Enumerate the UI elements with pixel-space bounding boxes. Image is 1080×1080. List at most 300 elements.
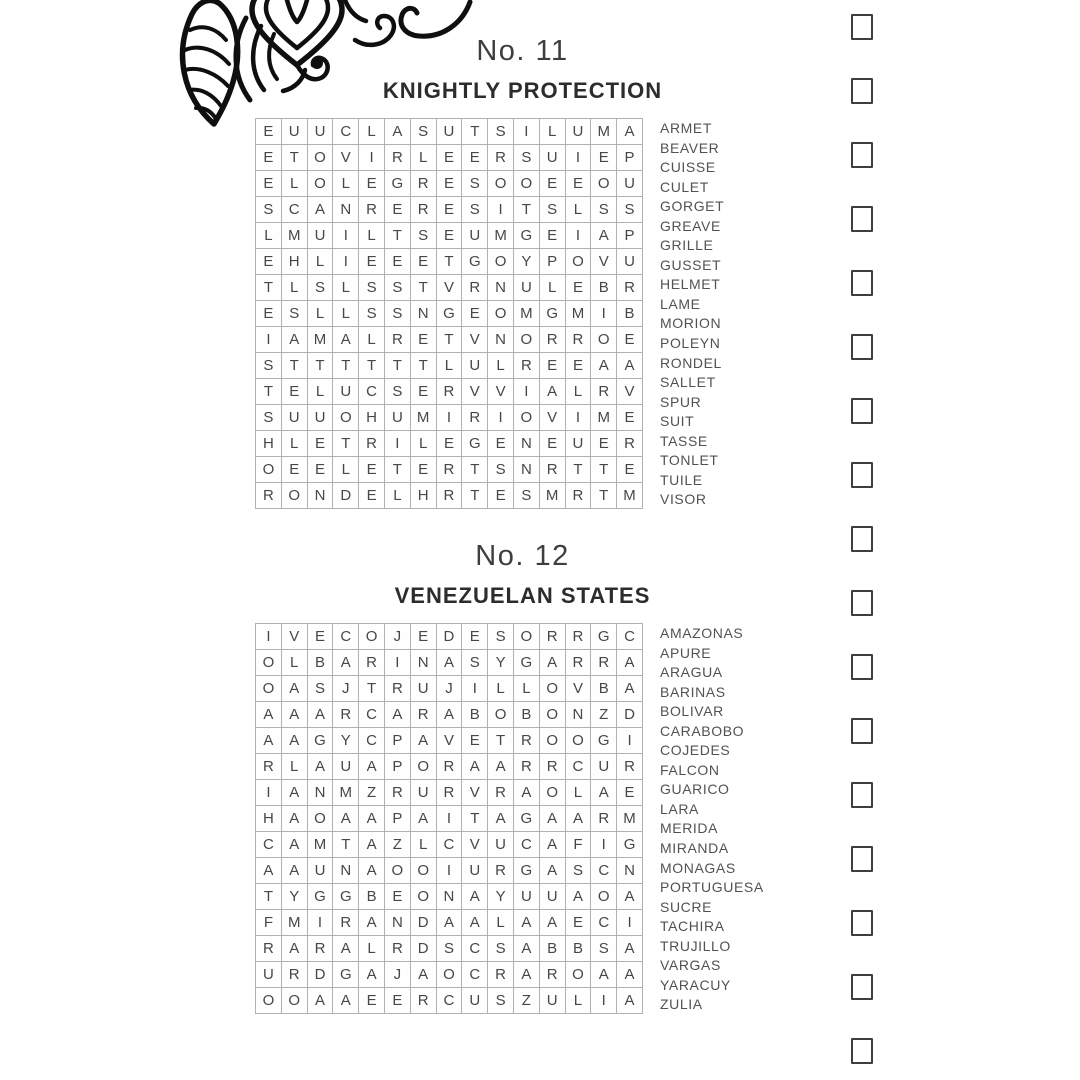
grid-cell-letter: T — [281, 145, 307, 171]
grid-cell-letter: O — [256, 650, 282, 676]
grid-cell-letter: S — [384, 275, 410, 301]
grid-cell-letter: E — [384, 197, 410, 223]
grid-cell-letter: M — [488, 223, 514, 249]
grid-cell-letter: A — [488, 806, 514, 832]
grid-cell-letter: G — [513, 806, 539, 832]
grid-cell-letter: A — [539, 379, 565, 405]
grid-cell-letter: N — [513, 431, 539, 457]
grid-cell-letter: A — [359, 832, 385, 858]
grid-cell-letter: A — [591, 353, 617, 379]
grid-cell-letter: G — [333, 962, 359, 988]
grid-cell-letter: L — [488, 910, 514, 936]
grid-cell-letter: N — [410, 301, 436, 327]
grid-cell-letter: G — [513, 858, 539, 884]
grid-cell-letter: G — [307, 884, 333, 910]
grid-cell-letter: I — [591, 832, 617, 858]
grid-cell-letter: I — [488, 405, 514, 431]
grid-cell-letter: E — [281, 379, 307, 405]
grid-cell-letter: V — [488, 379, 514, 405]
grid-cell-letter: C — [281, 197, 307, 223]
grid-cell-letter: I — [565, 223, 591, 249]
grid-cell-letter: A — [539, 806, 565, 832]
grid-cell-letter: M — [591, 119, 617, 145]
grid-cell-letter: A — [359, 962, 385, 988]
margin-checkbox-column — [851, 14, 873, 1064]
grid-cell-letter: L — [359, 327, 385, 353]
grid-cell-letter: S — [462, 650, 488, 676]
grid-cell-letter: M — [513, 301, 539, 327]
grid-cell-letter: O — [488, 301, 514, 327]
grid-cell-letter: A — [359, 806, 385, 832]
grid-cell-letter: L — [410, 832, 436, 858]
grid-cell-letter: R — [591, 650, 617, 676]
word-list-item: MERIDA — [660, 820, 719, 837]
word-list-item: LAME — [660, 295, 701, 312]
margin-checkbox — [851, 14, 873, 40]
grid-cell-letter: A — [436, 910, 462, 936]
grid-cell-letter: P — [617, 145, 643, 171]
grid-cell-letter: E — [307, 457, 333, 483]
puzzle-number: No. 12 — [475, 540, 570, 572]
grid-cell-letter: R — [256, 936, 282, 962]
word-list-item: ARMET — [660, 120, 712, 136]
grid-cell-letter: A — [307, 702, 333, 728]
grid-cell-letter: T — [462, 806, 488, 832]
grid-cell-letter: R — [436, 379, 462, 405]
grid-cell-letter: L — [539, 119, 565, 145]
grid-cell-letter: A — [281, 327, 307, 353]
grid-cell-letter: U — [513, 275, 539, 301]
grid-cell-letter: O — [307, 806, 333, 832]
grid-cell-letter: E — [565, 353, 591, 379]
grid-cell-letter: U — [333, 754, 359, 780]
grid-cell-letter: R — [256, 754, 282, 780]
grid-cell-letter: L — [333, 301, 359, 327]
grid-cell-letter: U — [307, 858, 333, 884]
grid-cell-letter: A — [333, 936, 359, 962]
grid-cell-letter: U — [410, 676, 436, 702]
grid-row — [256, 483, 643, 509]
grid-cell-letter: O — [333, 405, 359, 431]
grid-cell-letter: T — [281, 353, 307, 379]
grid-cell-letter: G — [307, 728, 333, 754]
grid-cell-letter: T — [384, 457, 410, 483]
grid-cell-letter: I — [617, 728, 643, 754]
word-list-item: AMAZONAS — [660, 625, 744, 641]
grid-cell-letter: U — [462, 223, 488, 249]
grid-cell-letter: N — [617, 858, 643, 884]
grid-cell-letter: E — [565, 910, 591, 936]
grid-cell-letter: I — [256, 780, 282, 806]
grid-cell-letter: Y — [513, 249, 539, 275]
grid-cell-letter: R — [359, 650, 385, 676]
grid-cell-letter: V — [281, 624, 307, 650]
grid-cell-letter: U — [488, 832, 514, 858]
grid-row — [256, 858, 643, 884]
grid-row — [256, 962, 643, 988]
grid-cell-letter: V — [462, 379, 488, 405]
grid-cell-letter: S — [256, 405, 282, 431]
grid-cell-letter: U — [462, 858, 488, 884]
grid-cell-letter: T — [333, 431, 359, 457]
margin-checkbox — [851, 910, 873, 936]
word-list-item: BOLIVAR — [660, 703, 724, 720]
grid-cell-letter: A — [281, 702, 307, 728]
grid-cell-letter: A — [617, 650, 643, 676]
grid-cell-letter: I — [256, 624, 282, 650]
grid-cell-letter: A — [539, 910, 565, 936]
grid-cell-letter: I — [617, 910, 643, 936]
word-list-item: TONLET — [660, 452, 719, 469]
grid-cell-letter: S — [591, 197, 617, 223]
grid-cell-letter: A — [565, 884, 591, 910]
grid-cell-letter: A — [513, 936, 539, 962]
grid-cell-letter: I — [436, 806, 462, 832]
grid-cell-letter: S — [488, 457, 514, 483]
grid-cell-letter: U — [617, 249, 643, 275]
grid-cell-letter: C — [591, 910, 617, 936]
grid-cell-letter: R — [617, 754, 643, 780]
grid-cell-letter: L — [384, 483, 410, 509]
grid-cell-letter: B — [617, 301, 643, 327]
grid-cell-letter: E — [565, 171, 591, 197]
grid-cell-letter: U — [591, 754, 617, 780]
grid-cell-letter: R — [617, 275, 643, 301]
grid-cell-letter: I — [513, 119, 539, 145]
grid-cell-letter: O — [539, 702, 565, 728]
grid-cell-letter: E — [307, 431, 333, 457]
grid-cell-letter: L — [565, 379, 591, 405]
grid-cell-letter: S — [565, 858, 591, 884]
word-list-item: SPUR — [660, 393, 702, 410]
grid-cell-letter: U — [384, 405, 410, 431]
word-search-grid — [255, 623, 643, 1014]
grid-cell-letter: R — [256, 483, 282, 509]
grid-cell-letter: U — [307, 223, 333, 249]
grid-cell-letter: U — [462, 988, 488, 1014]
grid-row — [256, 301, 643, 327]
grid-cell-letter: E — [384, 988, 410, 1014]
grid-cell-letter: Z — [591, 702, 617, 728]
grid-cell-letter: R — [565, 624, 591, 650]
grid-cell-letter: L — [281, 754, 307, 780]
grid-cell-letter: L — [488, 676, 514, 702]
grid-cell-letter: O — [513, 624, 539, 650]
grid-cell-letter: S — [591, 936, 617, 962]
grid-cell-letter: G — [462, 249, 488, 275]
grid-cell-letter: Y — [333, 728, 359, 754]
grid-cell-letter: M — [591, 405, 617, 431]
grid-row — [256, 457, 643, 483]
grid-cell-letter: R — [384, 327, 410, 353]
grid-cell-letter: H — [256, 431, 282, 457]
word-list-item: GUSSET — [660, 256, 722, 273]
grid-cell-letter: U — [281, 119, 307, 145]
grid-cell-letter: R — [488, 780, 514, 806]
grid-cell-letter: O — [256, 676, 282, 702]
grid-cell-letter: A — [359, 754, 385, 780]
word-list-item: VISOR — [660, 491, 707, 508]
grid-cell-letter: E — [384, 249, 410, 275]
grid-cell-letter: E — [256, 249, 282, 275]
grid-row — [256, 431, 643, 457]
grid-cell-letter: L — [307, 249, 333, 275]
grid-cell-letter: Z — [384, 832, 410, 858]
grid-cell-letter: T — [462, 483, 488, 509]
grid-cell-letter: H — [359, 405, 385, 431]
grid-cell-letter: A — [617, 936, 643, 962]
grid-cell-letter: I — [359, 145, 385, 171]
grid-cell-letter: R — [333, 910, 359, 936]
grid-cell-letter: C — [333, 624, 359, 650]
word-list-item: CULET — [660, 178, 709, 195]
grid-row — [256, 405, 643, 431]
grid-cell-letter: E — [617, 405, 643, 431]
grid-cell-letter: E — [436, 171, 462, 197]
grid-cell-letter: V — [436, 728, 462, 754]
grid-cell-letter: S — [513, 145, 539, 171]
margin-checkbox — [851, 398, 873, 424]
grid-cell-letter: E — [539, 171, 565, 197]
grid-cell-letter: V — [462, 832, 488, 858]
grid-cell-letter: V — [462, 780, 488, 806]
grid-cell-letter: V — [617, 379, 643, 405]
grid-cell-letter: A — [410, 962, 436, 988]
grid-row — [256, 780, 643, 806]
grid-cell-letter: N — [307, 780, 333, 806]
grid-cell-letter: A — [591, 223, 617, 249]
grid-cell-letter: R — [410, 988, 436, 1014]
grid-cell-letter: R — [539, 754, 565, 780]
grid-cell-letter: S — [462, 171, 488, 197]
grid-cell-letter: L — [565, 780, 591, 806]
margin-checkbox — [851, 270, 873, 296]
grid-cell-letter: S — [617, 197, 643, 223]
grid-cell-letter: U — [513, 884, 539, 910]
grid-cell-letter: C — [256, 832, 282, 858]
grid-cell-letter: E — [617, 780, 643, 806]
word-list-item: TACHIRA — [660, 918, 725, 935]
grid-cell-letter: L — [359, 223, 385, 249]
grid-cell-letter: P — [539, 249, 565, 275]
grid-cell-letter: E — [256, 119, 282, 145]
word-list-item: COJEDES — [660, 742, 731, 759]
grid-cell-letter: A — [617, 988, 643, 1014]
grid-cell-letter: P — [384, 806, 410, 832]
grid-cell-letter: L — [256, 223, 282, 249]
grid-cell-letter: I — [436, 405, 462, 431]
puzzle-number: No. 11 — [476, 35, 569, 67]
grid-cell-letter: R — [436, 754, 462, 780]
grid-cell-letter: V — [565, 676, 591, 702]
grid-cell-letter: E — [307, 624, 333, 650]
grid-cell-letter: A — [617, 676, 643, 702]
grid-row — [256, 197, 643, 223]
grid-cell-letter: A — [256, 702, 282, 728]
grid-cell-letter: R — [359, 197, 385, 223]
grid-cell-letter: N — [384, 910, 410, 936]
grid-cell-letter: R — [462, 275, 488, 301]
grid-cell-letter: C — [436, 832, 462, 858]
grid-row — [256, 728, 643, 754]
grid-cell-letter: S — [488, 988, 514, 1014]
word-list-item: GREAVE — [660, 217, 721, 234]
word-list-item: MORION — [660, 315, 722, 332]
grid-cell-letter: A — [513, 780, 539, 806]
grid-cell-letter: N — [488, 275, 514, 301]
grid-cell-letter: O — [591, 884, 617, 910]
grid-cell-letter: P — [384, 728, 410, 754]
grid-cell-letter: I — [565, 405, 591, 431]
grid-cell-letter: B — [513, 702, 539, 728]
grid-cell-letter: L — [333, 457, 359, 483]
grid-cell-letter: O — [513, 405, 539, 431]
grid-row — [256, 884, 643, 910]
grid-cell-letter: E — [410, 457, 436, 483]
grid-cell-letter: M — [539, 483, 565, 509]
grid-cell-letter: R — [436, 483, 462, 509]
grid-cell-letter: C — [333, 119, 359, 145]
grid-cell-letter: A — [256, 728, 282, 754]
grid-cell-letter: V — [462, 327, 488, 353]
grid-cell-letter: G — [617, 832, 643, 858]
grid-cell-letter: C — [617, 624, 643, 650]
grid-cell-letter: S — [281, 301, 307, 327]
grid-cell-letter: A — [462, 754, 488, 780]
grid-cell-letter: R — [307, 936, 333, 962]
word-list-item: GUARICO — [660, 781, 730, 798]
grid-cell-letter: U — [539, 884, 565, 910]
grid-cell-letter: T — [462, 457, 488, 483]
grid-cell-letter: M — [617, 483, 643, 509]
grid-cell-letter: I — [256, 327, 282, 353]
grid-cell-letter: T — [410, 353, 436, 379]
grid-cell-letter: T — [333, 353, 359, 379]
grid-cell-letter: A — [281, 858, 307, 884]
margin-checkbox — [851, 718, 873, 744]
margin-checkbox — [851, 78, 873, 104]
puzzle-section-12 — [255, 541, 790, 1014]
grid-cell-letter: S — [256, 353, 282, 379]
grid-cell-letter: R — [488, 858, 514, 884]
grid-cell-letter: R — [281, 962, 307, 988]
grid-cell-letter: O — [539, 676, 565, 702]
grid-cell-letter: L — [436, 353, 462, 379]
grid-cell-letter: E — [384, 884, 410, 910]
grid-cell-letter: O — [565, 962, 591, 988]
grid-cell-letter: C — [462, 962, 488, 988]
grid-cell-letter: M — [307, 327, 333, 353]
grid-cell-letter: I — [591, 988, 617, 1014]
grid-cell-letter: R — [539, 327, 565, 353]
grid-cell-letter: I — [513, 379, 539, 405]
grid-cell-letter: S — [359, 301, 385, 327]
grid-cell-letter: J — [436, 676, 462, 702]
grid-cell-letter: A — [539, 650, 565, 676]
grid-cell-letter: A — [410, 806, 436, 832]
grid-cell-letter: G — [436, 301, 462, 327]
grid-cell-letter: U — [462, 353, 488, 379]
grid-cell-letter: E — [539, 353, 565, 379]
word-list-item: TASSE — [660, 432, 708, 449]
grid-cell-letter: R — [410, 197, 436, 223]
grid-cell-letter: O — [410, 754, 436, 780]
grid-cell-letter: O — [513, 327, 539, 353]
grid-cell-letter: G — [462, 431, 488, 457]
grid-cell-letter: E — [359, 483, 385, 509]
grid-cell-letter: H — [410, 483, 436, 509]
word-list-item: PORTUGUESA — [660, 879, 764, 896]
grid-cell-letter: A — [591, 962, 617, 988]
grid-row — [256, 650, 643, 676]
grid-cell-letter: T — [410, 275, 436, 301]
grid-cell-letter: S — [488, 936, 514, 962]
grid-row — [256, 988, 643, 1014]
grid-cell-letter: J — [333, 676, 359, 702]
grid-cell-letter: T — [462, 119, 488, 145]
grid-row — [256, 119, 643, 145]
grid-cell-letter: L — [307, 379, 333, 405]
grid-cell-letter: L — [281, 275, 307, 301]
grid-cell-letter: S — [256, 197, 282, 223]
grid-cell-letter: T — [359, 353, 385, 379]
grid-cell-letter: O — [359, 624, 385, 650]
grid-cell-letter: G — [513, 223, 539, 249]
grid-cell-letter: A — [410, 728, 436, 754]
grid-cell-letter: B — [462, 702, 488, 728]
grid-cell-letter: S — [513, 483, 539, 509]
grid-cell-letter: A — [384, 702, 410, 728]
word-list-item: LARA — [660, 800, 699, 817]
grid-cell-letter: E — [591, 145, 617, 171]
grid-cell-letter: I — [333, 223, 359, 249]
grid-cell-letter: D — [410, 936, 436, 962]
grid-cell-letter: T — [307, 353, 333, 379]
grid-cell-letter: E — [410, 379, 436, 405]
grid-cell-letter: O — [591, 327, 617, 353]
grid-cell-letter: V — [436, 275, 462, 301]
grid-cell-letter: A — [333, 806, 359, 832]
grid-cell-letter: I — [436, 858, 462, 884]
grid-cell-letter: A — [359, 858, 385, 884]
grid-cell-letter: A — [513, 910, 539, 936]
grid-cell-letter: U — [307, 405, 333, 431]
grid-cell-letter: E — [359, 171, 385, 197]
grid-cell-letter: O — [410, 858, 436, 884]
grid-cell-letter: N — [410, 650, 436, 676]
margin-checkbox — [851, 334, 873, 360]
grid-cell-letter: I — [488, 197, 514, 223]
grid-cell-letter: R — [591, 806, 617, 832]
word-list-item: GORGET — [660, 198, 725, 215]
grid-cell-letter: A — [307, 988, 333, 1014]
grid-cell-letter: O — [307, 171, 333, 197]
grid-cell-letter: R — [359, 431, 385, 457]
grid-cell-letter: M — [307, 832, 333, 858]
grid-cell-letter: N — [513, 457, 539, 483]
grid-cell-letter: E — [436, 145, 462, 171]
grid-row — [256, 676, 643, 702]
word-list-item: SUCRE — [660, 898, 713, 915]
grid-cell-letter: M — [410, 405, 436, 431]
grid-cell-letter: V — [591, 249, 617, 275]
grid-cell-letter: P — [384, 754, 410, 780]
grid-cell-letter: R — [462, 405, 488, 431]
grid-cell-letter: E — [488, 483, 514, 509]
grid-cell-letter: J — [384, 962, 410, 988]
word-list-item: YARACUY — [660, 976, 731, 993]
grid-cell-letter: O — [410, 884, 436, 910]
